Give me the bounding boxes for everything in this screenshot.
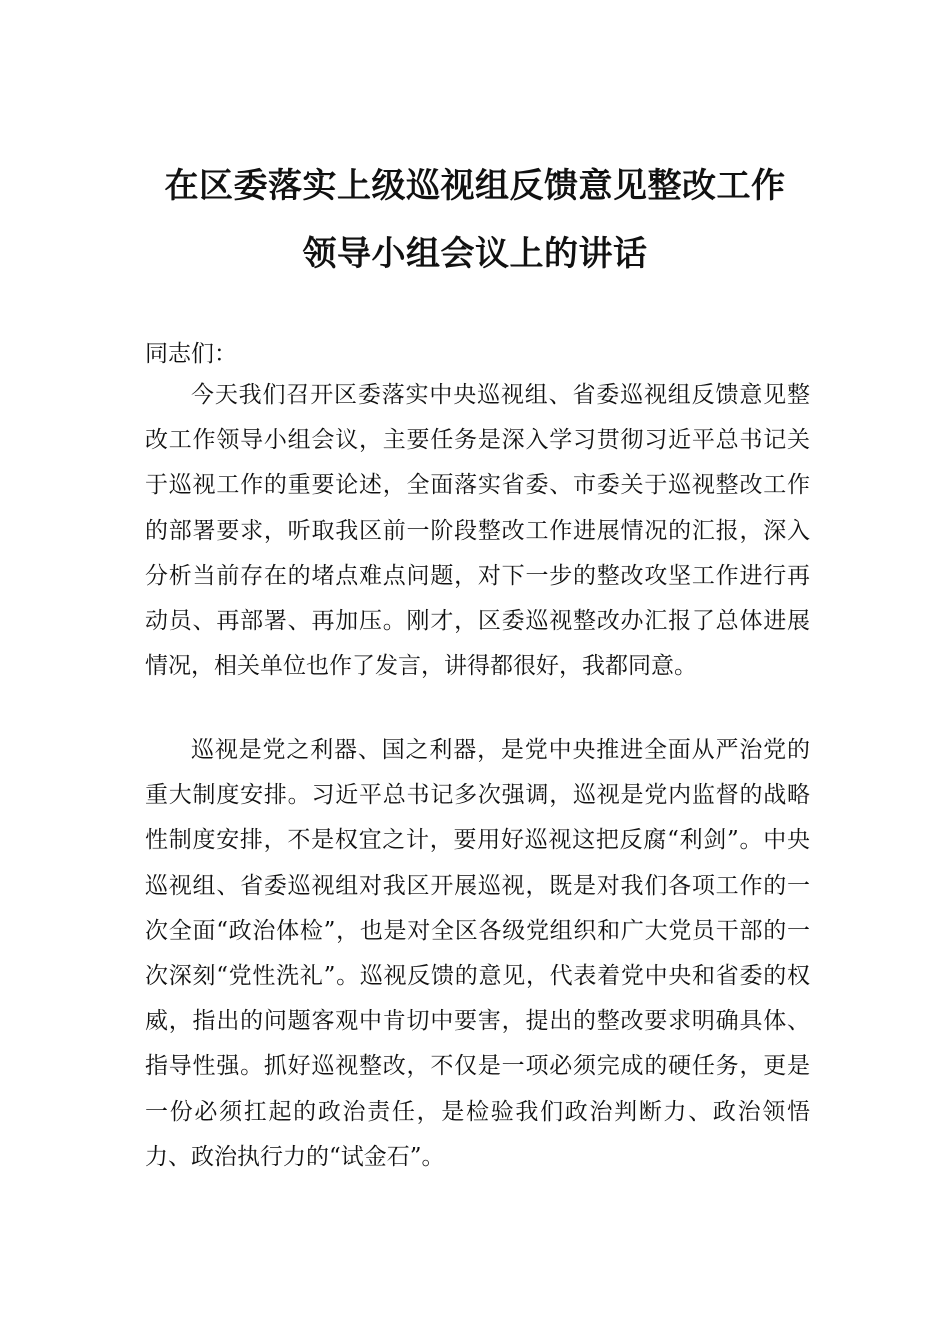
document-title-line-2: 领导小组会议上的讲话 [302, 234, 648, 274]
paragraph-1: 今天我们召开区委落实中央巡视组、省委巡视组反馈意见整改工作领导小组会议，主要任务是深入学习贯彻习近平总书记关于巡视工作的重要论述，全面落实省委、市委关于巡视整改工作的部署要求，听取我区前一阶段整改工作进展情况的汇报，深入分析当前存在的堵点难点问题，对下一步的整改攻坚工作进行再动员、再部署、再加压。刚才，区委巡视整改办汇报了总体进展情况，相关单位也作了发言，讲得都很好，我都同意。 [145, 382, 810, 680]
document-title-line-1: 在区委落实上级巡视组反馈意见整改工作 [164, 166, 786, 206]
paragraph-2: 巡视是党之利器、国之利器，是党中央推进全面从严治党的重大制度安排。习近平总书记多次强调，巡视是党内监督的战略性制度安排，不是权宜之计，要用好巡视这把反腐“利剑”。中央巡视组、省委巡视组对我区开展巡视，既是对我们各项工作的一次全面“政治体检”，也是对全区各级党组织和广大党员干部的一次深刻“党性洗礼”。巡视反馈的意见，代表着党中央和省委的权威，指出的问题客观中肯切中要害，提出的整改要求明确具体、指导性强。抓好巡视整改，不仅是一项必须完成的硬任务，更是一份必须扛起的政治责任，是检验我们政治判断力、政治领悟力、政治执行力的“试金石”。 [145, 737, 810, 1170]
salutation: 同志们： [145, 341, 237, 367]
